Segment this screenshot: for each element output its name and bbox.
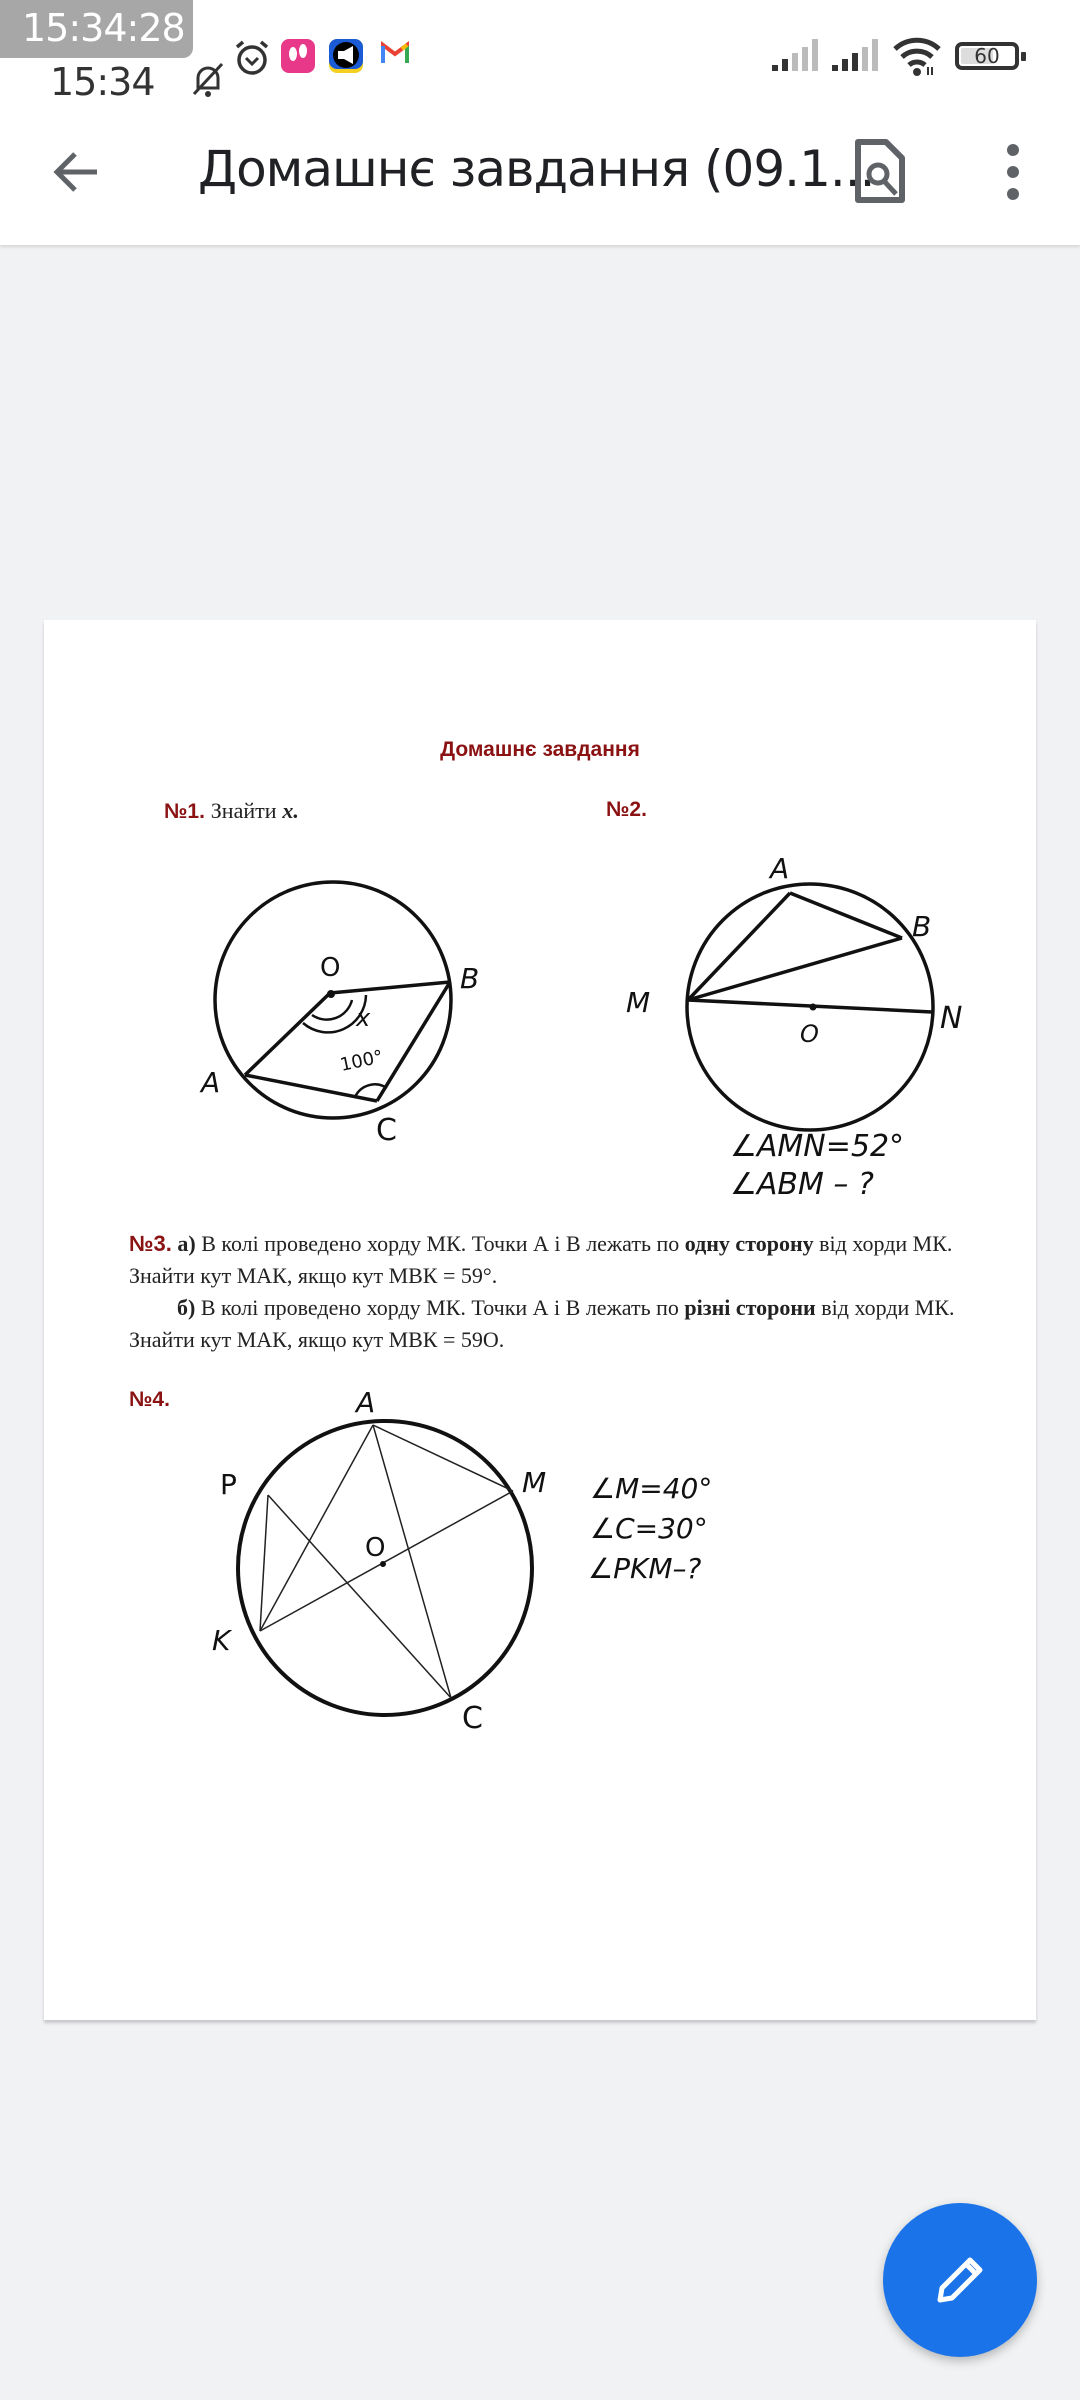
more-vert-dot: [1007, 166, 1019, 178]
task3-paragraph: [129, 1228, 969, 1356]
more-vert-icon: [1007, 144, 1019, 156]
more-options-button[interactable]: [993, 138, 1033, 206]
pencil-icon: [930, 2250, 990, 2310]
megaphone-app-icon: [328, 38, 364, 74]
back-button[interactable]: [45, 140, 109, 204]
task1-label-A: A: [201, 1066, 221, 1099]
task3-b-text-1: В колі проведено хорду МК. Точки А і В лежать по: [195, 1295, 685, 1320]
alarm-icon: [232, 38, 272, 78]
wifi-icon: [892, 35, 942, 79]
task1-var: x.: [282, 798, 299, 823]
document-page[interactable]: [44, 620, 1036, 2020]
app-bar: [0, 110, 1080, 245]
edit-fab-button[interactable]: [883, 2203, 1037, 2357]
task2-chord-MB: [688, 938, 902, 1000]
app-icon-pink: [280, 38, 316, 74]
task3-part-a: [129, 1228, 969, 1292]
task3-b-text-2: від хорди МК. Знайти кут МАК, якщо кут МВК = 59О.: [129, 1295, 955, 1352]
task1-circle: [215, 882, 451, 1118]
signal-sim1-icon: [770, 35, 820, 75]
document-heading: Домашнє завдання: [440, 738, 640, 761]
task3-number: №3.: [129, 1231, 172, 1256]
task3-a-text-2: від хорди МК. Знайти кут МАК, якщо кут МВК = 59°.: [129, 1231, 953, 1288]
find-in-page-button[interactable]: [852, 138, 908, 206]
task1-angle-label: 100°: [338, 1046, 386, 1076]
task4-given-1: ∠M=40°: [590, 1472, 713, 1505]
task2-given: ∠AMN=52°: [730, 1129, 905, 1164]
task1-chord-BC: [377, 982, 450, 1101]
task2-label-M: M: [626, 986, 651, 1019]
task4-label: №4.: [129, 1388, 170, 1411]
battery-icon: [955, 42, 1019, 70]
task1-chord-OA: [245, 993, 330, 1075]
task4-label-O: O: [365, 1533, 386, 1563]
screen-recorder-time: 15:34:28: [22, 6, 185, 50]
task3-b-bold: різні сторони: [684, 1295, 816, 1320]
task1-chord-OB: [330, 982, 450, 993]
task3-a-bold: одну сторону: [684, 1231, 814, 1256]
task4-label-P: P: [220, 1468, 237, 1501]
more-vert-dot: [1007, 188, 1019, 200]
task4-given-2: ∠C=30°: [590, 1512, 708, 1545]
signal-sim2-icon: [830, 35, 880, 75]
task3-part-b: [129, 1292, 969, 1356]
task2-label: №2.: [606, 798, 647, 821]
task4-diagram: [212, 1386, 712, 1736]
status-bar: [0, 0, 1080, 110]
task2-label-B: B: [912, 910, 932, 943]
task2-diagram: [626, 852, 962, 1202]
task1-number: №1.: [164, 800, 205, 823]
bell-off-icon: [190, 60, 226, 100]
gmail-icon: [380, 38, 410, 68]
find-in-page-icon: [852, 138, 908, 206]
task1-label-x: x: [356, 1004, 371, 1032]
document-title: Домашнє завдання (09.1...: [198, 140, 875, 198]
task4-find: ∠PKM–?: [588, 1552, 702, 1585]
task1-center-dot: [327, 990, 335, 998]
task2-label-N: N: [940, 1001, 963, 1036]
task2-center-dot: [810, 1004, 817, 1011]
task4-label-K: K: [212, 1624, 231, 1657]
battery-level: 60: [974, 44, 1000, 68]
task4-chord-PK: [260, 1495, 268, 1631]
status-time: 15:34: [50, 60, 155, 104]
task2-label-A: A: [770, 852, 790, 885]
task4-label-C: C: [462, 1701, 483, 1736]
task2-find: ∠ABM – ?: [730, 1167, 874, 1202]
task1-diagram: [199, 882, 479, 1148]
arrow-left-icon: [51, 146, 103, 198]
task4-chord-PC: [268, 1495, 451, 1698]
task3-b-label: б): [177, 1295, 196, 1320]
task1-label-O: O: [320, 953, 341, 983]
task1-label-B: B: [460, 962, 480, 995]
task2-chord-AB: [790, 893, 902, 938]
task4-label-A: A: [356, 1386, 376, 1419]
task2-label-O: O: [800, 1020, 819, 1048]
task1-label-C: C: [376, 1113, 397, 1148]
screen-recorder-badge[interactable]: [0, 0, 193, 58]
task4-label-M: M: [522, 1466, 547, 1499]
task3-a-label: а): [177, 1231, 196, 1256]
task3-a-text-1: В колі проведено хорду МК. Точки А і В лежать по: [195, 1231, 685, 1256]
task1-text: Знайти: [210, 798, 277, 823]
